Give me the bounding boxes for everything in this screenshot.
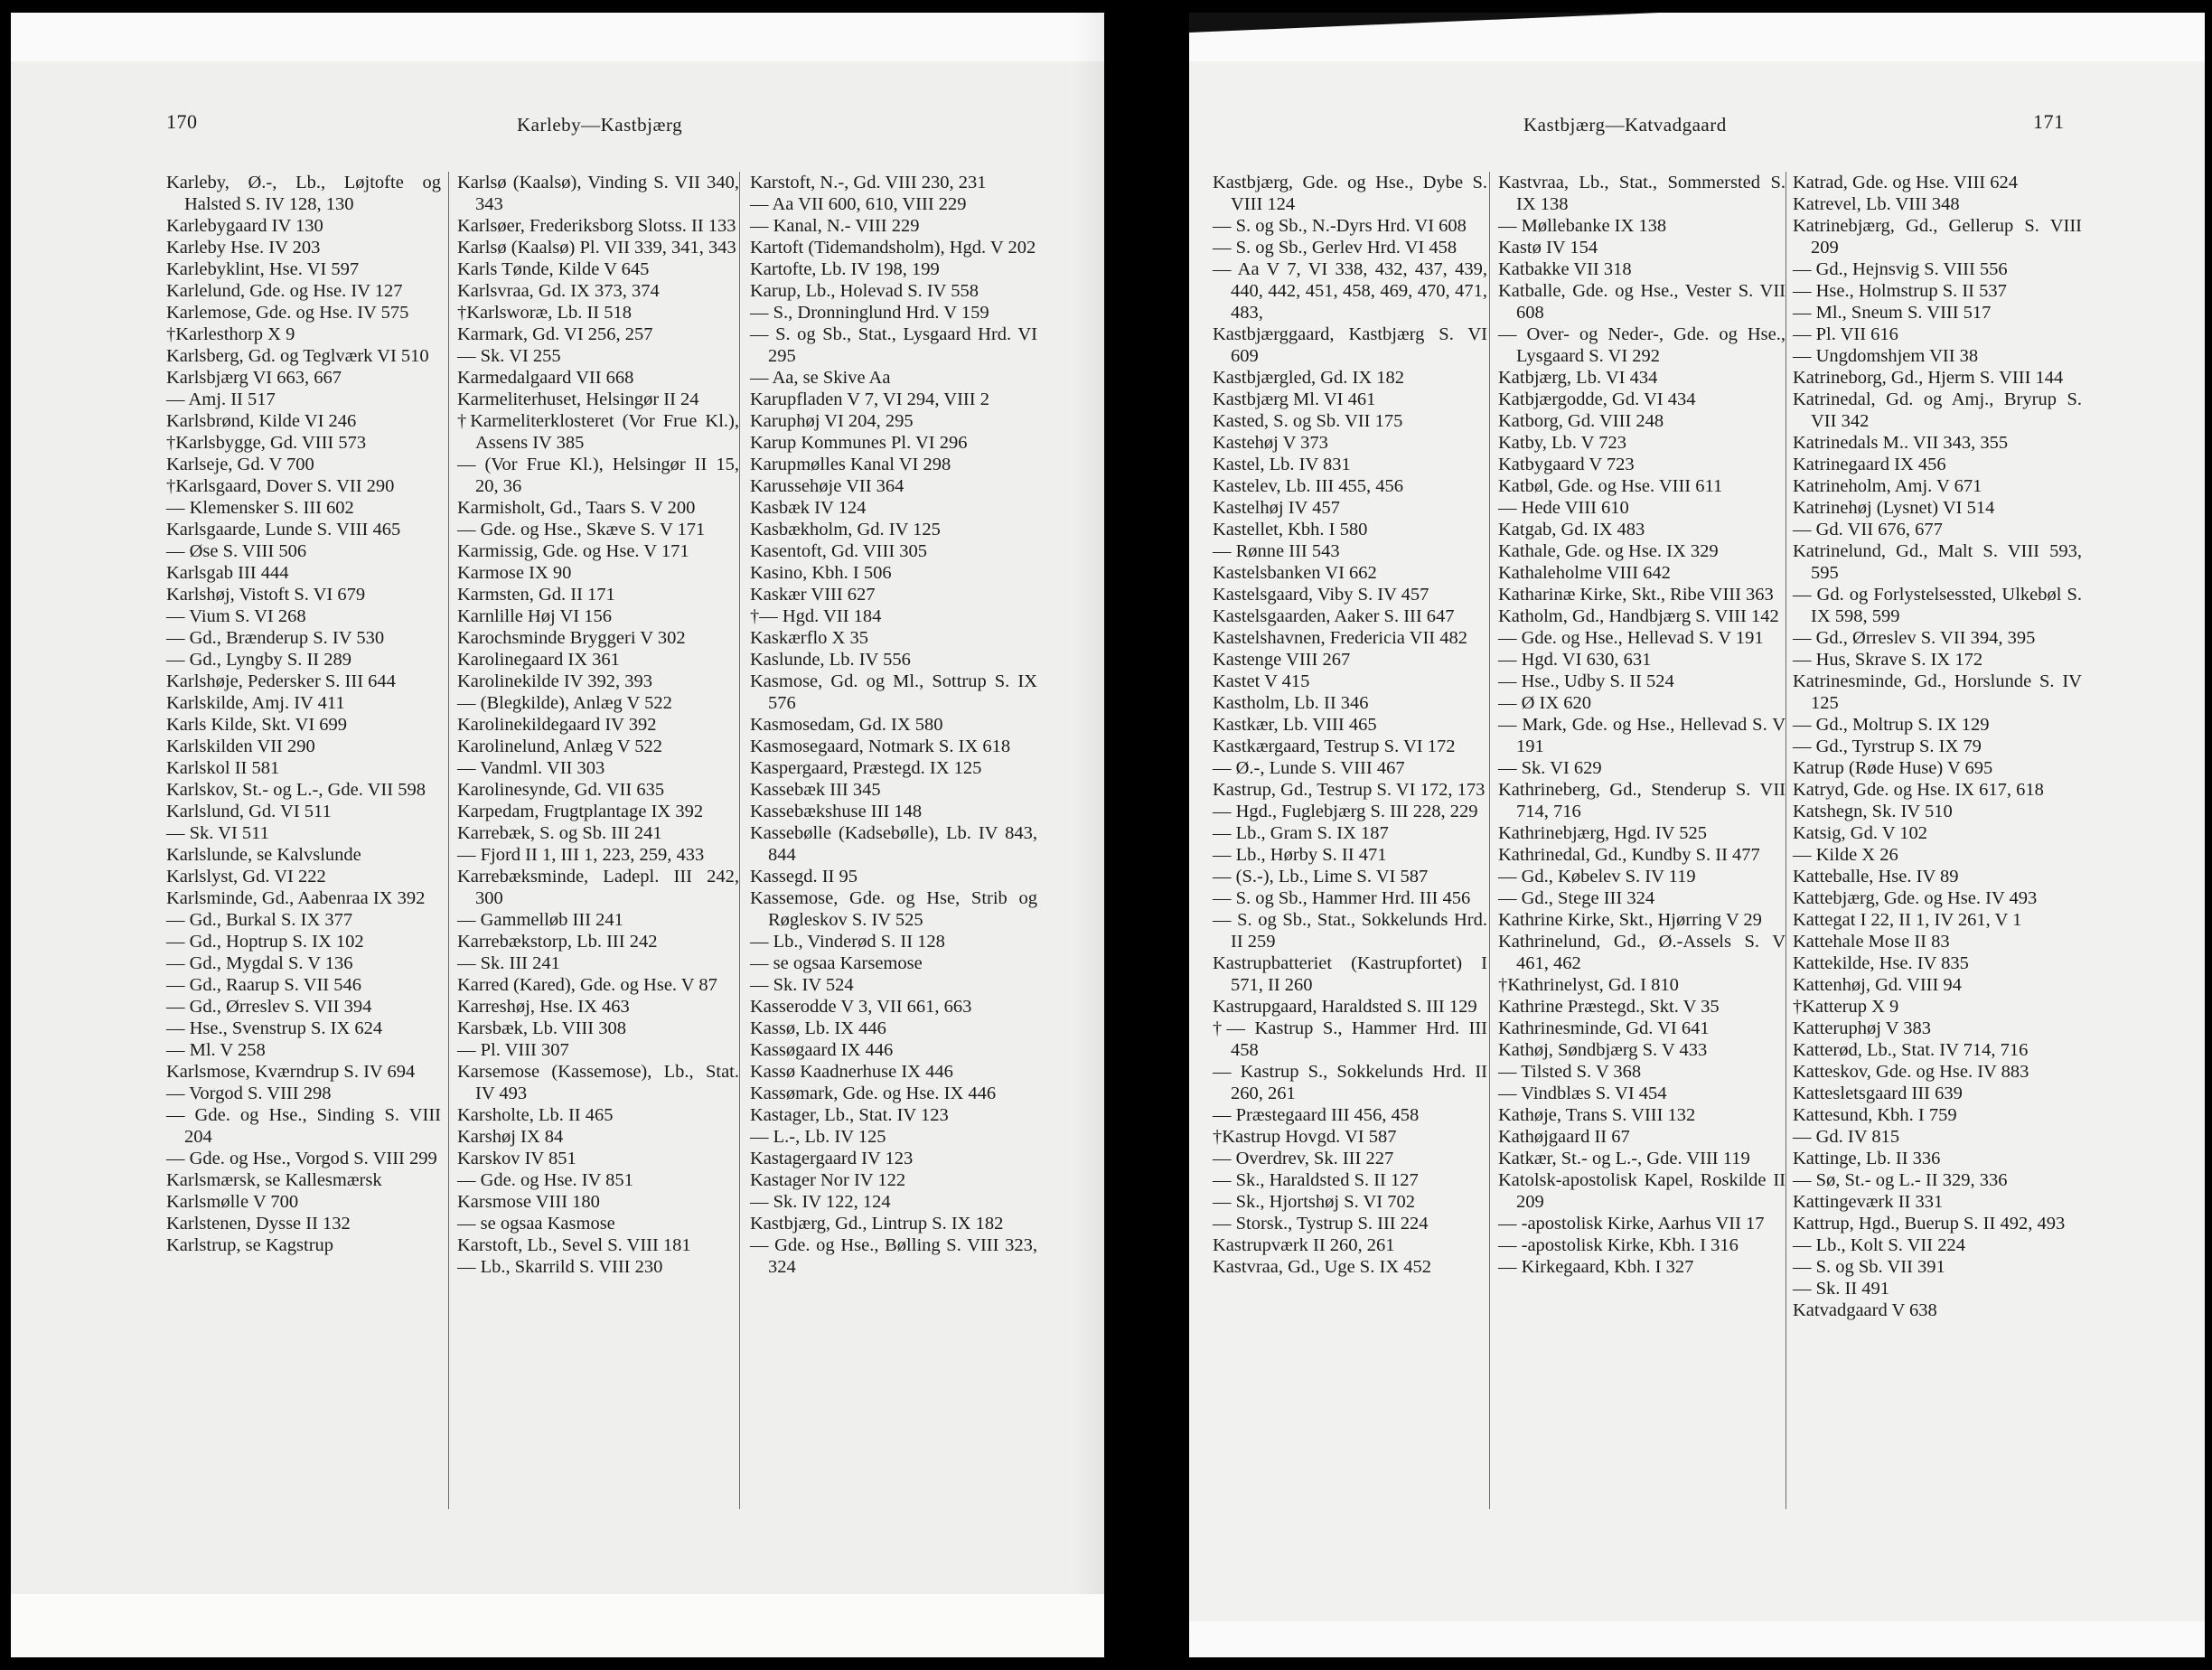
index-entry: — Gde. og Hse., Vorgod S. VIII 299	[166, 1149, 437, 1168]
index-entry: — Gd. VII 676, 677	[1793, 520, 1943, 539]
index-entry: Karup, Lb., Holevad S. IV 558	[750, 281, 979, 301]
index-entry: — Gde. og Hse., Bølling S. VIII 323, 324	[750, 1235, 1037, 1277]
index-entry: Katbakke VII 318	[1498, 259, 1632, 279]
index-entry: Karlslunde, se Kalvslunde	[166, 845, 361, 865]
index-entry: Karlskilde, Amj. IV 411	[166, 693, 345, 713]
index-entry: Karolinekilde IV 392, 393	[457, 671, 652, 691]
scan-margin-bottom	[11, 1594, 1104, 1657]
index-entry: Katborg, Gd. VIII 248	[1498, 411, 1664, 431]
index-entry: Karrebæk, S. og Sb. III 241	[457, 823, 662, 843]
index-entry: Karstoft, Lb., Sevel S. VIII 181	[457, 1235, 691, 1255]
index-entry: Katteballe, Hse. IV 89	[1793, 867, 1959, 887]
column-rule	[1489, 172, 1490, 1509]
index-entry: Katryd, Gde. og Hse. IX 617, 618	[1793, 780, 2044, 800]
index-entry: Kathrinelund, Gd., Ø.-Assels S. V 461, 462	[1498, 932, 1786, 973]
index-entry: — se ogsaa Karsemose	[750, 953, 923, 973]
index-entry: †Katterup X 9	[1793, 997, 1899, 1017]
index-entry: Kaskærflo X 35	[750, 628, 868, 648]
column-rule	[448, 172, 449, 1509]
index-entry: Kastelshavnen, Fredericia VII 482	[1213, 628, 1467, 648]
index-entry: Karlebygaard IV 130	[166, 216, 323, 236]
index-entry: — Vium S. VI 268	[166, 606, 306, 626]
column-rule	[739, 172, 740, 1509]
index-entry: Kattegat I 22, II 1, IV 261, V 1	[1793, 910, 2022, 930]
index-entry: — -apostolisk Kirke, Aarhus VII 17	[1498, 1214, 1765, 1234]
index-entry: — Hgd., Fuglebjærg S. III 228, 229	[1213, 802, 1478, 821]
index-entry: — Gd., Købelev S. IV 119	[1498, 867, 1696, 887]
index-entry: Kasino, Kbh. I 506	[750, 563, 892, 583]
index-entry: — Sk. III 241	[457, 953, 560, 973]
scan-margin	[11, 13, 1104, 61]
index-column-2	[457, 172, 739, 1278]
left-page	[11, 13, 1104, 1657]
index-entry: Karsbæk, Lb. VIII 308	[457, 1018, 626, 1038]
index-entry: Kattehale Mose II 83	[1793, 932, 1950, 952]
index-entry: Karolinekildegaard IV 392	[457, 715, 657, 735]
index-entry: Kaslunde, Lb. IV 556	[750, 650, 911, 670]
index-entry: Karlebyklint, Hse. VI 597	[166, 259, 360, 279]
index-entry: Kathrine Kirke, Skt., Hjørring V 29	[1498, 910, 1762, 930]
page-header	[11, 110, 1104, 146]
index-entry: — Gde. og Hse., Sinding S. VIII 204	[166, 1105, 441, 1147]
index-entry: — Lb., Hørby S. II 471	[1213, 845, 1387, 865]
index-entry: Kastager, Lb., Stat. IV 123	[750, 1105, 949, 1125]
gutter-shade	[1073, 13, 1104, 1657]
index-entry: Karsholte, Lb. II 465	[457, 1105, 614, 1125]
index-entry: Karmsten, Gd. II 171	[457, 585, 615, 605]
index-column-2	[1498, 172, 1786, 1278]
running-head: Kastbjærg—Katvadgaard	[1523, 114, 1727, 136]
index-entry: — Gd., Hoptrup S. IX 102	[166, 932, 364, 952]
index-entry: Kasbæk IV 124	[750, 498, 867, 518]
index-entry: — Øse S. VIII 506	[166, 541, 307, 561]
index-entry: — Kastrup S., Sokkelunds Hrd. II 260, 261	[1213, 1062, 1487, 1103]
index-entry: Karlskol II 581	[166, 758, 280, 778]
index-entry: — Sk., Hjortshøj S. VI 702	[1213, 1192, 1416, 1212]
index-entry: †Karlsworæ, Lb. II 518	[457, 303, 633, 323]
index-entry: — (Blegkilde), Anlæg V 522	[457, 693, 672, 713]
index-entry: †Kathrinelyst, Gd. I 810	[1498, 975, 1679, 995]
index-entry: Karlstenen, Dysse II 132	[166, 1214, 351, 1234]
index-entry: Kastkær, Lb. VIII 465	[1213, 715, 1377, 735]
index-entry: Karlsminde, Gd., Aabenraa IX 392	[166, 888, 426, 908]
index-entry: Kastbjærg Ml. VI 461	[1213, 389, 1376, 409]
index-entry: Kathøjgaard II 67	[1498, 1127, 1630, 1147]
index-entry: — Vandml. VII 303	[457, 758, 605, 778]
index-entry: †Karlesthorp X 9	[166, 324, 295, 344]
index-entry: Kathøje, Trans S. VIII 132	[1498, 1105, 1696, 1125]
index-entry: Kastet V 415	[1213, 671, 1310, 691]
index-entry: — Kanal, N.- VIII 229	[750, 216, 920, 236]
index-entry: Katteskov, Gde. og Hse. IV 883	[1793, 1062, 2029, 1082]
index-entry: Kastbjærgled, Gd. IX 182	[1213, 368, 1405, 388]
index-entry: Katbjærg, Lb. VI 434	[1498, 368, 1658, 388]
index-entry: Karlsø (Kaalsø), Vinding S. VII 340, 343	[457, 173, 739, 214]
index-entry: — S., Dronninglund Hrd. V 159	[750, 303, 989, 323]
index-entry: — Aa V 7, VI 338, 432, 437, 439, 440, 442, 451, 458, 469, 470, 471, 483,	[1213, 259, 1487, 323]
index-entry: — Gd., Brænderup S. IV 530	[166, 628, 385, 648]
index-entry: Karstoft, N.-, Gd. VIII 230, 231	[750, 173, 987, 192]
index-entry: Kathrinebjærg, Hgd. IV 525	[1498, 823, 1707, 843]
index-entry: Kattinge, Lb. II 336	[1793, 1149, 1941, 1168]
index-entry: Karuphøj VI 204, 295	[750, 411, 914, 431]
index-entry: — Sk. IV 524	[750, 975, 854, 995]
index-entry: Kathale, Gde. og Hse. IX 329	[1498, 541, 1719, 561]
index-entry: — S. og Sb., Hammer Hrd. III 456	[1213, 888, 1471, 908]
index-entry: †— Hgd. VII 184	[750, 606, 882, 626]
index-entry: Karolinesynde, Gd. VII 635	[457, 780, 665, 800]
index-entry: — Præstegaard III 456, 458	[1213, 1105, 1420, 1125]
index-entry: Kastvraa, Gd., Uge S. IX 452	[1213, 1257, 1431, 1277]
index-entry: — Pl. VIII 307	[457, 1040, 569, 1060]
index-entry: — Sk. VI 629	[1498, 758, 1602, 778]
index-column-3	[1793, 172, 2082, 1321]
index-entry: Karlelund, Gde. og Hse. IV 127	[166, 281, 403, 301]
index-entry: Karmark, Gd. VI 256, 257	[457, 324, 653, 344]
index-entry: — Sk., Haraldsted S. II 127	[1213, 1170, 1419, 1190]
index-entry: Karlstrup, se Kagstrup	[166, 1235, 334, 1255]
index-entry: Kattekilde, Hse. IV 835	[1793, 953, 1969, 973]
index-entry: — Pl. VII 616	[1793, 324, 1898, 344]
index-entry: — Sk. VI 511	[166, 823, 269, 843]
index-entry: Kastrupbatteriet (Kastrupfortet) I 571, II 260	[1213, 953, 1487, 995]
index-entry: — Sk. II 491	[1793, 1279, 1890, 1299]
index-entry: Karlsberg, Gd. og Teglværk VI 510	[166, 346, 429, 366]
index-entry: Kastbjærg, Gd., Lintrup S. IX 182	[750, 1214, 1004, 1234]
index-entry: — Klemensker S. III 602	[166, 498, 354, 518]
index-entry: Karls Kilde, Skt. VI 699	[166, 715, 348, 735]
index-entry: — Mark, Gde. og Hse., Hellevad S. V 191	[1498, 715, 1786, 756]
index-entry: Karleby, Ø.-, Lb., Løjtofte og Halsted S. IV 128, 130	[166, 173, 441, 214]
index-entry: Katbygaard V 723	[1498, 455, 1635, 474]
index-entry: Katholm, Gd., Handbjærg S. VIII 142	[1498, 606, 1779, 626]
index-entry: Katteruphøj V 383	[1793, 1018, 1931, 1038]
index-entry: Katrinegaard IX 456	[1793, 455, 1946, 474]
index-entry: Kastkærgaard, Testrup S. VI 172	[1213, 736, 1456, 756]
index-entry: — Vindblæs S. VI 454	[1498, 1084, 1667, 1103]
index-entry: Kasmosedam, Gd. IX 580	[750, 715, 943, 735]
index-entry: Kastvraa, Lb., Stat., Sommersted S. IX 138	[1498, 173, 1786, 214]
index-entry: Kattingeværk II 331	[1793, 1192, 1944, 1212]
index-entry: Karmedalgaard VII 668	[457, 368, 634, 388]
index-entry: — Lb., Vinderød S. II 128	[750, 932, 945, 952]
index-entry: Katrineholm, Amj. V 671	[1793, 476, 1982, 496]
index-entry: — Hus, Skrave S. IX 172	[1793, 650, 1983, 670]
index-entry: — L.-, Lb. IV 125	[750, 1127, 886, 1147]
index-entry: Kattebjærg, Gde. og Hse. IV 493	[1793, 888, 2038, 908]
index-entry: — Lb., Kolt S. VII 224	[1793, 1235, 1965, 1255]
index-entry: — Gd. IV 815	[1793, 1127, 1900, 1147]
index-entry: Katrinedals M.. VII 343, 355	[1793, 433, 2009, 453]
index-entry: Katgab, Gd. IX 483	[1498, 520, 1645, 539]
index-entry: Karlsgaarde, Lunde S. VIII 465	[166, 520, 401, 539]
index-entry: Katterød, Lb., Stat. IV 714, 716	[1793, 1040, 2029, 1060]
index-entry: Katshegn, Sk. IV 510	[1793, 802, 1953, 821]
index-entry: Kassegd. II 95	[750, 867, 858, 887]
index-entry: — (Vor Frue Kl.), Helsingør II 15, 20, 36	[457, 455, 739, 496]
index-entry: Karlslyst, Gd. VI 222	[166, 867, 326, 887]
index-entry: — Hgd. VI 630, 631	[1498, 650, 1652, 670]
index-entry: Karsemose (Kassemose), Lb., Stat. IV 493	[457, 1062, 739, 1103]
index-entry: Kattesund, Kbh. I 759	[1793, 1105, 1957, 1125]
right-page	[1189, 13, 2205, 1657]
index-entry: Kassebæk III 345	[750, 780, 881, 800]
index-entry: Karolinelund, Anlæg V 522	[457, 736, 663, 756]
index-entry: Karupfladen V 7, VI 294, VIII 2	[750, 389, 989, 409]
index-entry: Karred (Kared), Gde. og Hse. V 87	[457, 975, 717, 995]
index-entry: Karpedam, Frugtplantage IX 392	[457, 802, 704, 821]
index-entry: Katrinesminde, Gd., Horslunde S. IV 125	[1793, 671, 2082, 713]
index-entry: Kastehøj V 373	[1213, 433, 1328, 453]
index-entry: Kastelsbanken VI 662	[1213, 563, 1377, 583]
index-entry: Karnlille Høj VI 156	[457, 606, 612, 626]
index-entry: †— Kastrup S., Hammer Hrd. III 458	[1213, 1018, 1487, 1060]
page-number: 170	[166, 110, 198, 133]
index-entry: Karlsgab III 444	[166, 563, 289, 583]
index-entry: Karolinegaard IX 361	[457, 650, 620, 670]
index-entry: Katrad, Gde. og Hse. VIII 624	[1793, 173, 2018, 192]
index-entry: Kastel, Lb. IV 831	[1213, 455, 1351, 474]
index-entry: Kathaleholme VIII 642	[1498, 563, 1671, 583]
index-column-3	[750, 172, 1037, 1278]
index-entry: Katrinedal, Gd. og Amj., Bryrup S. VII 342	[1793, 389, 2082, 431]
page-header	[1189, 110, 2205, 146]
index-entry: — Gd., Hejnsvig S. VIII 556	[1793, 259, 2008, 279]
index-entry: Kastrupgaard, Haraldsted S. III 129	[1213, 997, 1477, 1017]
index-entry: Karlsmærsk, se Kallesmærsk	[166, 1170, 382, 1190]
index-entry: Kasserodde V 3, VII 661, 663	[750, 997, 972, 1017]
index-entry: — Storsk., Tystrup S. III 224	[1213, 1214, 1429, 1234]
index-entry: Kathrinedal, Gd., Kundby S. II 477	[1498, 845, 1760, 865]
index-entry: — Ml. V 258	[166, 1040, 266, 1060]
index-entry: Katrineborg, Gd., Hjerm S. VIII 144	[1793, 368, 2064, 388]
index-entry: Kathrine Præstegd., Skt. V 35	[1498, 997, 1720, 1017]
index-entry: Karmissig, Gde. og Hse. V 171	[457, 541, 689, 561]
index-entry: — Overdrev, Sk. III 227	[1213, 1149, 1394, 1168]
index-entry: Karsmose VIII 180	[457, 1192, 600, 1212]
index-entry: Kartoft (Tidemandsholm), Hgd. V 202	[750, 238, 1036, 258]
index-entry: Katrinehøj (Lysnet) VI 514	[1793, 498, 1995, 518]
index-entry: — Gd., Lyngby S. II 289	[166, 650, 351, 670]
index-entry: Kastrupværk II 260, 261	[1213, 1235, 1395, 1255]
index-entry: — Ø IX 620	[1498, 693, 1592, 713]
index-entry: †Karlsgaard, Dover S. VII 290	[166, 476, 395, 496]
index-entry: Katrup (Røde Huse) V 695	[1793, 758, 1993, 778]
index-entry: Karmose IX 90	[457, 563, 572, 583]
index-entry: Kastelhøj IV 457	[1213, 498, 1340, 518]
index-entry: Kathøj, Søndbjærg S. V 433	[1498, 1040, 1708, 1060]
index-entry: Karlskilden VII 290	[166, 736, 315, 756]
index-entry: Karochsminde Bryggeri V 302	[457, 628, 686, 648]
index-entry: — Gde. og Hse. IV 851	[457, 1170, 633, 1190]
index-entry: Karlsø (Kaalsø) Pl. VII 339, 341, 343	[457, 238, 736, 258]
index-entry: — Rønne III 543	[1213, 541, 1340, 561]
index-entry: — Sk. VI 255	[457, 346, 561, 366]
index-entry: Karmisholt, Gd., Taars S. V 200	[457, 498, 696, 518]
index-entry: †Karmeliterklosteret (Vor Frue Kl.), Assens IV 385	[457, 411, 739, 453]
index-entry: Kassebækshuse III 148	[750, 802, 923, 821]
index-column-1	[166, 172, 441, 1256]
index-entry: — S. og Sb., Stat., Lysgaard Hrd. VI 295	[750, 324, 1037, 366]
index-entry: — Gd., Tyrstrup S. IX 79	[1793, 736, 1982, 756]
index-entry: — Tilsted S. V 368	[1498, 1062, 1642, 1082]
index-entry: — (S.-), Lb., Lime S. VI 587	[1213, 867, 1429, 887]
index-entry: — S. og Sb. VII 391	[1793, 1257, 1945, 1277]
index-entry: Karup Kommunes Pl. VI 296	[750, 433, 968, 453]
index-entry: Karmeliterhuset, Helsingør II 24	[457, 389, 699, 409]
index-entry: Kastelev, Lb. III 455, 456	[1213, 476, 1404, 496]
index-entry: Katrevel, Lb. VIII 348	[1793, 194, 1960, 214]
index-entry: Karshøj IX 84	[457, 1127, 564, 1147]
index-entry: — S. og Sb., Stat., Sokkelunds Hrd. II 259	[1213, 910, 1487, 952]
index-entry: Katballe, Gde. og Hse., Vester S. VII 608	[1498, 281, 1786, 323]
index-entry: Karleby Hse. IV 203	[166, 238, 321, 258]
index-entry: Kaskær VIII 627	[750, 585, 876, 605]
index-entry: Karlslund, Gd. VI 511	[166, 802, 332, 821]
index-entry: — Gd., Ørreslev S. VII 394	[166, 997, 372, 1017]
index-entry: Karussehøje VII 364	[750, 476, 904, 496]
index-entry: Kartofte, Lb. IV 198, 199	[750, 259, 940, 279]
index-entry: Kassemose, Gde. og Hse, Strib og Røgleskov S. IV 525	[750, 888, 1037, 930]
index-entry: Kattrup, Hgd., Buerup S. II 492, 493	[1793, 1214, 2066, 1234]
index-entry: — Gd., Burkal S. IX 377	[166, 910, 353, 930]
index-entry: Kasmose, Gd. og Ml., Sottrup S. IX 576	[750, 671, 1037, 713]
index-entry: Kastelsgaarden, Aaker S. III 647	[1213, 606, 1455, 626]
index-entry: — Hse., Holmstrup S. II 537	[1793, 281, 2007, 301]
index-entry: †Karlsbygge, Gd. VIII 573	[166, 433, 367, 453]
index-entry: Karls Tønde, Kilde V 645	[457, 259, 650, 279]
index-entry: Kastagergaard IV 123	[750, 1149, 914, 1168]
index-entry: Kastelsgaard, Viby S. IV 457	[1213, 585, 1429, 605]
index-entry: Kathrineberg, Gd., Stenderup S. VII 714, 716	[1498, 780, 1786, 821]
index-entry: Karlemose, Gde. og Hse. IV 575	[166, 303, 409, 323]
index-entry: — Hse., Udby S. II 524	[1498, 671, 1674, 691]
index-entry: — Ml., Sneum S. VIII 517	[1793, 303, 1992, 323]
index-entry: — Gd., Ørreslev S. VII 394, 395	[1793, 628, 2036, 648]
index-entry: Kastbjærggaard, Kastbjærg S. VI 609	[1213, 324, 1487, 366]
index-entry: Katbjærgodde, Gd. VI 434	[1498, 389, 1696, 409]
index-entry: — Ungdomshjem VII 38	[1793, 346, 1979, 366]
index-entry: Karrebækstorp, Lb. III 242	[457, 932, 658, 952]
index-entry: Kastager Nor IV 122	[750, 1170, 906, 1190]
index-entry: Karlshøj, Vistoft S. VI 679	[166, 585, 366, 605]
index-entry: — Lb., Skarrild S. VIII 230	[457, 1257, 663, 1277]
index-entry: Kastenge VIII 267	[1213, 650, 1351, 670]
index-entry: — Hede VIII 610	[1498, 498, 1629, 518]
index-entry: Katsig, Gd. V 102	[1793, 823, 1928, 843]
index-entry: — -apostolisk Kirke, Kbh. I 316	[1498, 1235, 1739, 1255]
index-entry: — Møllebanke IX 138	[1498, 216, 1667, 236]
index-entry: Katharinæ Kirke, Skt., Ribe VIII 363	[1498, 585, 1774, 605]
index-entry: Karlsmose, Kværndrup S. IV 694	[166, 1062, 416, 1082]
index-entry: Karlsbrønd, Kilde VI 246	[166, 411, 357, 431]
index-entry: Karupmølles Kanal VI 298	[750, 455, 951, 474]
index-entry: Kassø Kaadnerhuse IX 446	[750, 1062, 953, 1082]
index-entry: Karlshøje, Pedersker S. III 644	[166, 671, 396, 691]
index-entry: — Sø, St.- og L.- II 329, 336	[1793, 1170, 2008, 1190]
index-entry: Kathrinesminde, Gd. VI 641	[1498, 1018, 1710, 1038]
index-entry: Karrebæksminde, Ladepl. III 242, 300	[457, 867, 739, 908]
index-entry: Kassøgaard IX 446	[750, 1040, 894, 1060]
index-entry: — Vorgod S. VIII 298	[166, 1084, 332, 1103]
index-entry: — Fjord II 1, III 1, 223, 259, 433	[457, 845, 705, 865]
index-entry: Katrinelund, Gd., Malt S. VIII 593, 595	[1793, 541, 2082, 583]
index-entry: — Gde. og Hse., Hellevad S. V 191	[1498, 628, 1764, 648]
index-entry: Kastø IV 154	[1498, 238, 1598, 258]
index-entry: — Gd. og Forlystelsessted, Ulkebøl S. IX 598, 599	[1793, 585, 2082, 626]
index-entry: — Aa VII 600, 610, VIII 229	[750, 194, 967, 214]
page-number: 171	[2033, 110, 2065, 133]
index-entry: Kattesletsgaard III 639	[1793, 1084, 1963, 1103]
index-entry: Karlsmølle V 700	[166, 1192, 299, 1212]
index-entry: Kasmosegaard, Notmark S. IX 618	[750, 736, 1011, 756]
index-entry: Kassebølle (Kadsebølle), Lb. IV 843, 844	[750, 823, 1037, 865]
index-entry: Kastholm, Lb. II 346	[1213, 693, 1369, 713]
scan-margin-bottom	[1189, 1621, 2205, 1657]
index-entry: Karlseje, Gd. V 700	[166, 455, 314, 474]
index-entry: Kassø, Lb. IX 446	[750, 1018, 886, 1038]
index-entry: — S. og Sb., N.-Dyrs Hrd. VI 608	[1213, 216, 1467, 236]
index-entry: — Gammelløb III 241	[457, 910, 623, 930]
index-entry: Karlsøer, Frederiksborg Slotss. II 133	[457, 216, 736, 236]
index-entry: — S. og Sb., Gerlev Hrd. VI 458	[1213, 238, 1457, 258]
index-entry: — Sk. IV 122, 124	[750, 1192, 891, 1212]
index-entry: — Kirkegaard, Kbh. I 327	[1498, 1257, 1694, 1277]
index-entry: Katby, Lb. V 723	[1498, 433, 1626, 453]
index-entry: Kassømark, Gde. og Hse. IX 446	[750, 1084, 997, 1103]
index-entry: Kasted, S. og Sb. VII 175	[1213, 411, 1403, 431]
index-entry: — Gd., Raarup S. VII 546	[166, 975, 361, 995]
index-entry: Kasentoft, Gd. VIII 305	[750, 541, 928, 561]
index-entry: Karlskov, St.- og L.-, Gde. VII 598	[166, 780, 426, 800]
index-entry: Karreshøj, Hse. IX 463	[457, 997, 630, 1017]
index-entry: Kastellet, Kbh. I 580	[1213, 520, 1368, 539]
index-entry: Karskov IV 851	[457, 1149, 576, 1168]
index-entry: — Aa, se Skive Aa	[750, 368, 891, 388]
index-entry: — Gd., Moltrup S. IX 129	[1793, 715, 1990, 735]
index-entry: — se ogsaa Kasmose	[457, 1214, 615, 1234]
index-entry: — Over- og Neder-, Gde. og Hse., Lysgaard S. VI 292	[1498, 324, 1786, 366]
index-entry: Kaspergaard, Præstegd. IX 125	[750, 758, 982, 778]
index-entry: — Kilde X 26	[1793, 845, 1898, 865]
index-entry: †Kastrup Hovgd. VI 587	[1213, 1127, 1397, 1147]
index-entry: — Amj. II 517	[166, 389, 276, 409]
index-entry: Kasbækholm, Gd. IV 125	[750, 520, 941, 539]
index-entry: Kattenhøj, Gd. VIII 94	[1793, 975, 1962, 995]
index-entry: Katvadgaard V 638	[1793, 1300, 1937, 1320]
index-entry: — Gd., Stege III 324	[1498, 888, 1655, 908]
index-entry: Katbøl, Gde. og Hse. VIII 611	[1498, 476, 1723, 496]
index-entry: Kastbjærg, Gde. og Hse., Dybe S. VIII 124	[1213, 173, 1487, 214]
index-entry: Kastrup, Gd., Testrup S. VI 172, 173	[1213, 780, 1486, 800]
index-entry: — Ø.-, Lunde S. VIII 467	[1213, 758, 1405, 778]
index-entry: — Hse., Svenstrup S. IX 624	[166, 1018, 383, 1038]
index-column-1	[1213, 172, 1487, 1278]
index-entry: — Gde. og Hse., Skæve S. V 171	[457, 520, 706, 539]
index-entry: Karlsbjærg VI 663, 667	[166, 368, 342, 388]
index-entry: — Gd., Mygdal S. V 136	[166, 953, 353, 973]
index-entry: Katolsk-apostolisk Kapel, Roskilde II 209	[1498, 1170, 1786, 1212]
index-entry: Karlsvraa, Gd. IX 373, 374	[457, 281, 660, 301]
index-entry: — Lb., Gram S. IX 187	[1213, 823, 1389, 843]
index-entry: Katkær, St.- og L.-, Gde. VIII 119	[1498, 1149, 1750, 1168]
running-head: Karleby—Kastbjærg	[517, 114, 683, 136]
index-entry: Katrinebjærg, Gd., Gellerup S. VIII 209	[1793, 216, 2082, 258]
